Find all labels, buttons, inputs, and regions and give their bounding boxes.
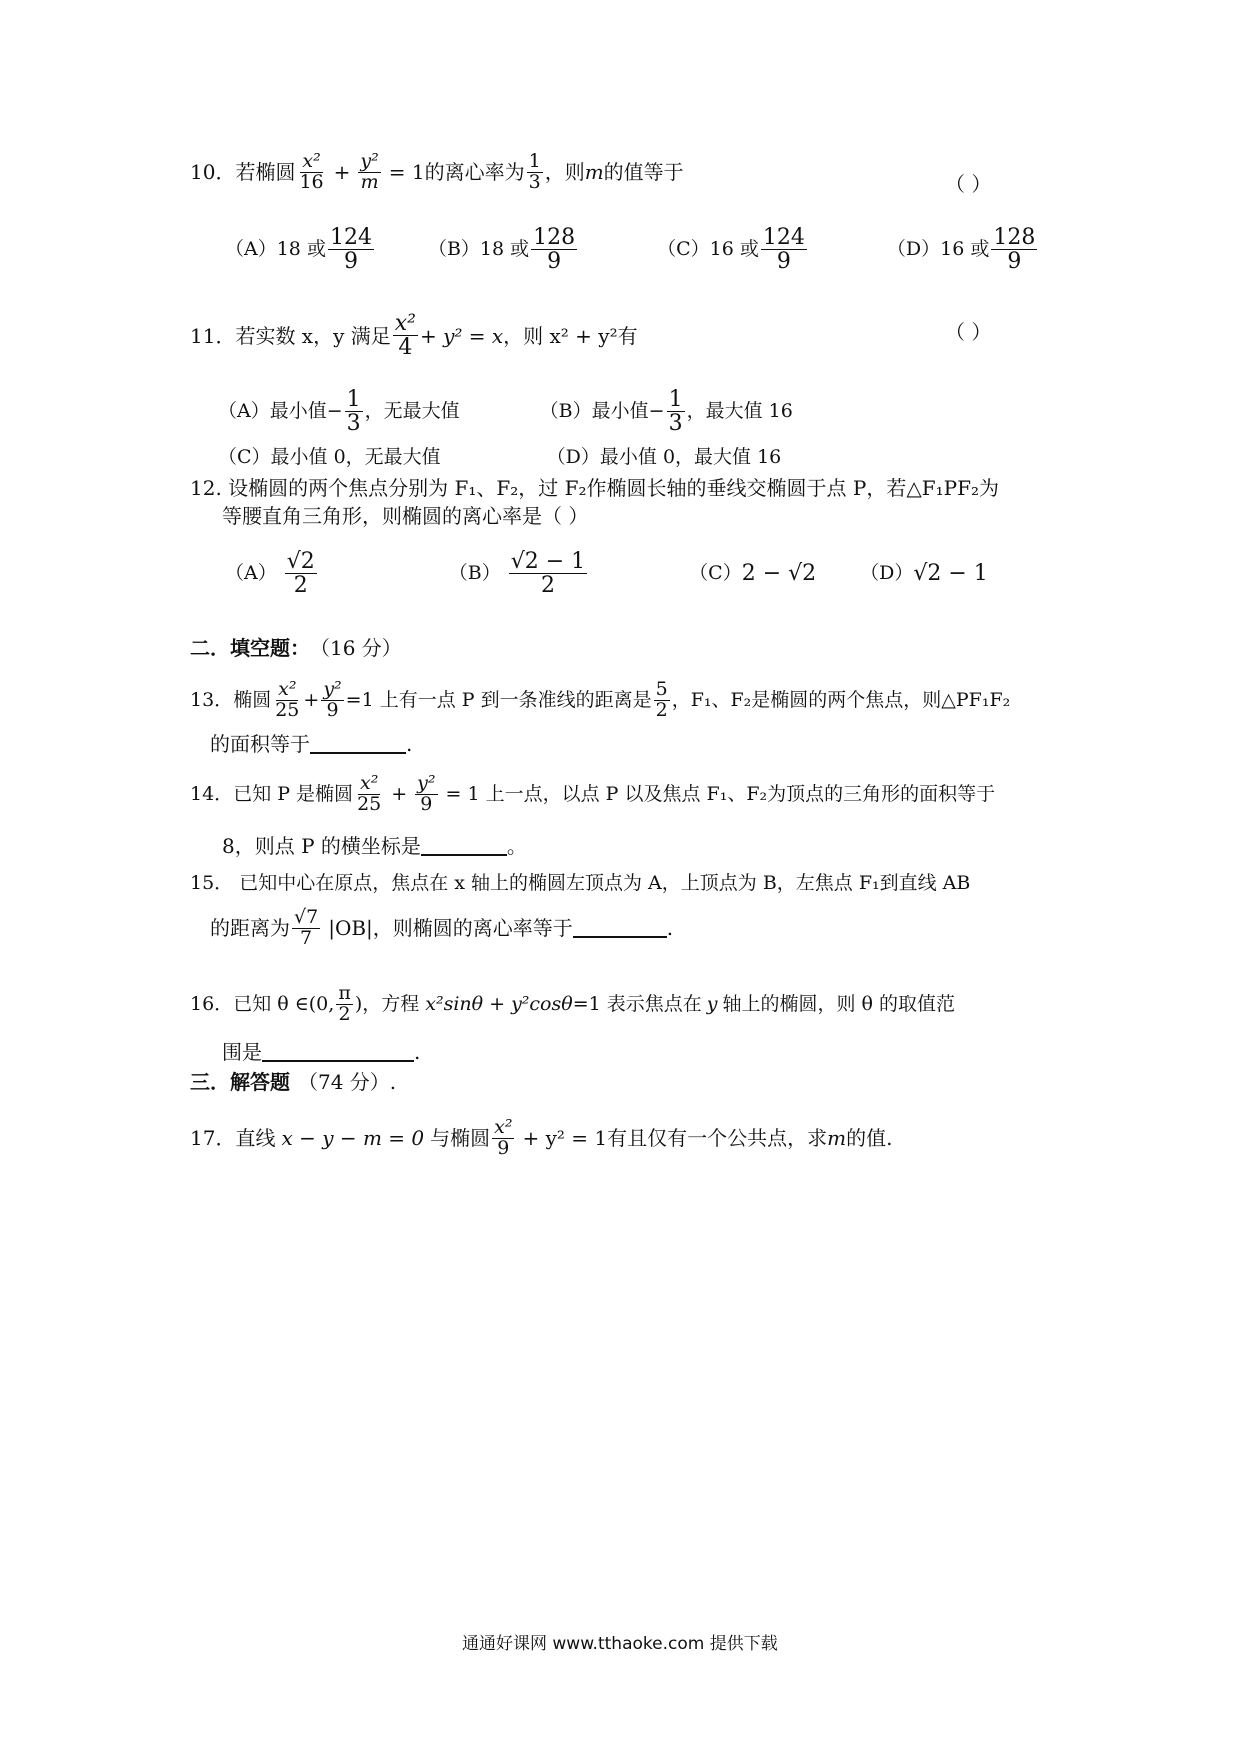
answer-blank[interactable]: [310, 734, 406, 754]
option-a: （A） $\frac{√2}{2}$: [225, 549, 315, 599]
answer-bracket: （ ）: [945, 320, 992, 344]
question-number: 10．: [190, 160, 236, 185]
option-d: （D） √2 − 1: [860, 560, 988, 586]
fraction: $\frac{\text{x²}}{25}$: [275, 678, 300, 721]
fraction: $\frac{\text{x²}}{4}$: [394, 311, 416, 361]
question-number: 11．: [190, 323, 236, 348]
option-b: （B）最小值− $\frac{1}{3}$ ，最大值 16: [539, 387, 793, 437]
question-number: 14．: [190, 782, 234, 805]
question-12-line2: 等腰直角三角形，则椭圆的离心率是（ ）: [222, 504, 589, 528]
question-17: 17． 直线 x − y − m = 0 与椭圆 $\frac{\text{x²}}{9}$ + y² = 1有且仅有一个公共点，求 m 的值.: [190, 1116, 893, 1159]
fraction: $\frac{\text{y²}}{9}$: [417, 772, 436, 815]
option-d: （D）最小值 0，最大值 16: [546, 446, 782, 468]
question-15-line1: 15． 已知中心在原点，焦点在 x 轴上的椭圆左顶点为 A，上顶点为 B，左焦点 F₁到直线 AB: [190, 872, 971, 894]
option-c: （C） 2 − √2: [689, 560, 817, 586]
fraction: $\frac{\text{y²}}{m}$: [360, 150, 379, 193]
answer-blank[interactable]: [421, 836, 507, 856]
question-11: 11． 若实数 x，y 满足 $\frac{\text{x²}}{4}$ + y² = x ，则 x² + y²有: [190, 311, 638, 361]
question-13: 13． 椭圆 $\frac{\text{x²}}{25}$ + $\frac{\text{y²}}{9}$ =1 上有一点 P 到一条准线的距离是 $\frac{5}{2}$ ，F₁、F₂是椭圆的两个焦点，则△PF₁F₂: [190, 678, 1011, 721]
question-number: 16．: [190, 992, 234, 1015]
question-16-line2: 围是 .: [222, 1040, 421, 1064]
question-number: 17．: [190, 1126, 236, 1151]
question-13-line2: 的面积等于 .: [210, 732, 413, 756]
fraction: $\frac{\pi}{2}$: [338, 982, 351, 1025]
option-a: （A）18 或 $\frac{124}{9}$: [225, 225, 372, 275]
q12-options: [225, 550, 988, 597]
footer-text: 通通好课网 www.tthaoke.com 提供下载: [462, 1634, 778, 1654]
fraction: $\frac{5}{2}$: [655, 678, 668, 721]
question-text: 若椭圆: [235, 160, 296, 185]
question-14-line2: 8，则点 P 的横坐标是 。: [222, 834, 527, 858]
fraction: $\frac{\text{x²}}{9}$: [494, 1116, 513, 1159]
answer-blank[interactable]: [262, 1042, 414, 1062]
q11-options-cd: [218, 448, 781, 467]
section-title: 二．填空题：: [190, 636, 310, 660]
question-15-line2: 的距离为 $\frac{√7}{7}$ |OB|，则椭圆的离心率等于 .: [210, 906, 674, 949]
option-d: （D）16 或 $\frac{128}{9}$: [886, 225, 1036, 275]
fraction: $\frac{1}{3}$: [528, 150, 541, 193]
fraction: $\frac{\text{x²}}{25}$: [357, 772, 382, 815]
question-number: 13．: [190, 688, 234, 711]
fraction: $\frac{√7}{7}$: [294, 906, 319, 949]
section-title: 三．解答题: [190, 1070, 290, 1094]
fraction: $\frac{\text{y²}}{9}$: [323, 678, 342, 721]
option-b: （B）18 或 $\frac{128}{9}$: [427, 225, 576, 275]
option-b: （B） $\frac{√2 - 1}{2}$: [448, 549, 586, 599]
q11-options-ab: [218, 388, 793, 435]
section-score: （74 分）.: [298, 1070, 397, 1094]
fraction: $\frac{\text{x²}}{16}$: [299, 150, 324, 193]
section-2-heading: [190, 638, 402, 658]
question-14: 14． 已知 P 是椭圆 $\frac{\text{x²}}{25}$ + $\frac{\text{y²}}{9}$ = 1 上一点，以点 P 以及焦点 F₁、F₂为顶点的三角形的面积等于: [190, 772, 996, 815]
answer-bracket: （ ）: [945, 172, 992, 196]
option-a: （A）最小值− $\frac{1}{3}$ ，无最大值: [218, 387, 460, 437]
question-16: 16． 已知 θ ∈(0, $\frac{\pi}{2}$ )，方程 x²sinθ + y²cosθ =1 表示焦点在 y 轴上的椭圆，则 θ 的取值范: [190, 982, 956, 1025]
question-12-line1: 12. 设椭圆的两个焦点分别为 F₁、F₂，过 F₂作椭圆长轴的垂线交椭圆于点 P，若△F₁PF₂为: [190, 476, 1000, 500]
section-score: （16 分）: [310, 636, 402, 660]
question-10: 10． 若椭圆 $\frac{\text{x²}}{16}$ + $\frac{\text{y²}}{m}$ = 1的离心率为 $\frac{1}{3}$ ，则 m 的值等于: [190, 150, 684, 193]
option-c: （C）16 或 $\frac{124}{9}$: [657, 225, 805, 275]
section-3-heading: [190, 1072, 396, 1092]
q10-options: [225, 226, 1039, 273]
option-c: （C）最小值 0，无最大值: [218, 446, 441, 468]
answer-blank[interactable]: [573, 918, 667, 938]
